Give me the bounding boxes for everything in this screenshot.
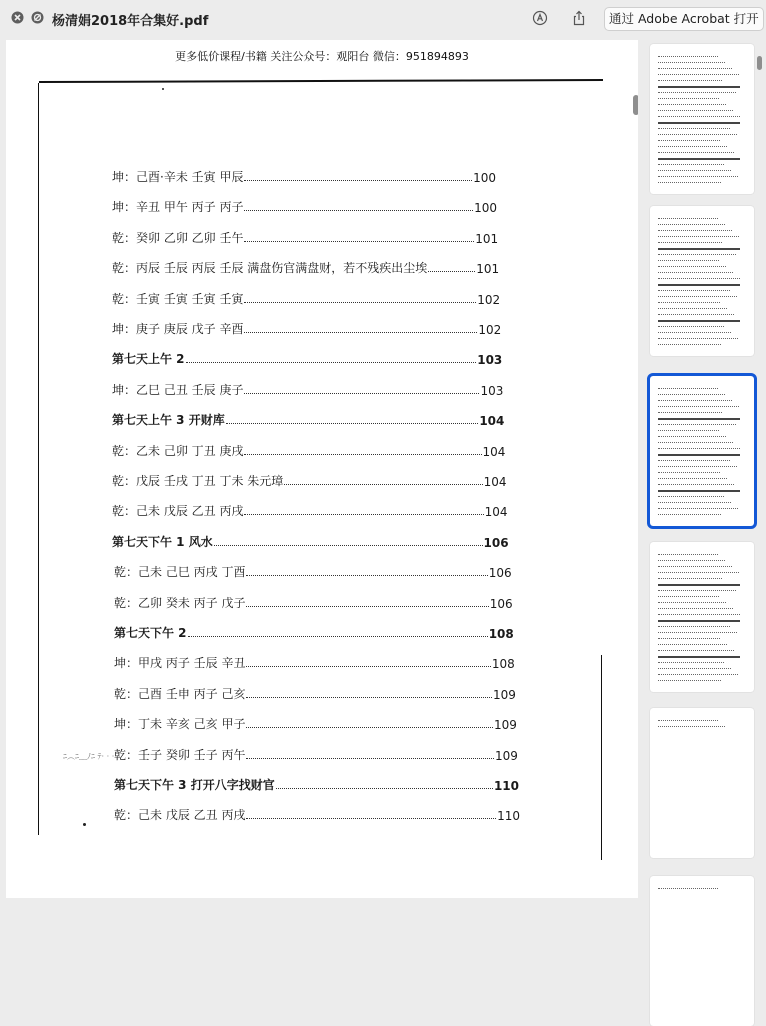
thumbnail-line	[658, 284, 740, 286]
thumbnail-line	[658, 164, 724, 166]
title-bar	[0, 0, 766, 36]
toc-leader-dots	[428, 271, 475, 272]
thumbnail-line	[658, 68, 732, 70]
thumbnail-line	[658, 442, 733, 444]
toc-leader-dots	[244, 332, 477, 333]
thumbnail-line	[658, 578, 722, 580]
thumbnail-line	[658, 242, 722, 244]
toc-leader-dots	[244, 241, 474, 242]
thumbnail-line	[658, 170, 731, 172]
hide-icon[interactable]	[31, 11, 44, 24]
toc-entry-text: 第七天下午 1 风水	[112, 534, 213, 549]
toc-entry-text: 坤：乙巳 己丑 壬辰 庚子	[112, 382, 244, 397]
thumbnail-line	[658, 490, 740, 492]
thumbnail-line	[658, 146, 727, 148]
toc-entry-text: 乾：乙卯 癸未 丙子 戊子	[114, 595, 246, 610]
toc-entry	[114, 684, 516, 702]
thumbnail-line	[658, 626, 730, 628]
toc-entry-text: 乾：戊辰 壬戌 丁丑 丁未 朱元璋	[112, 474, 284, 488]
thumbnail-line	[658, 80, 722, 82]
toc-entry-text: 坤：辛丑 甲午 丙子 丙子	[112, 200, 244, 215]
toc-section-heading	[114, 623, 514, 641]
toc-section-heading	[114, 775, 519, 793]
thumbnail-line	[658, 272, 733, 274]
page-border-right	[601, 655, 602, 860]
thumbnail-line	[658, 418, 740, 420]
toc-entry	[112, 228, 498, 246]
toc-page-number: 102	[478, 323, 502, 337]
toc-page-number: 104	[483, 475, 507, 489]
toc-page-number: 104	[479, 414, 505, 429]
toc-page-number: 101	[475, 231, 499, 246]
thumbnail-line	[658, 602, 726, 604]
toc-entry	[112, 167, 496, 185]
thumbnail-line	[658, 140, 720, 142]
page-border-left	[38, 83, 39, 835]
toc-entry	[114, 562, 512, 580]
toc-leader-dots	[244, 454, 481, 455]
thumbnail-line	[658, 454, 740, 456]
page-thumbnail[interactable]	[650, 206, 754, 356]
thumbnail-line	[658, 412, 722, 414]
thumbnail-line	[658, 104, 726, 106]
toc-leader-dots	[244, 180, 472, 181]
toc-page-number: 103	[477, 353, 503, 368]
thumbnail-line	[658, 320, 740, 322]
toc-leader-dots	[244, 210, 473, 211]
toc-entry-text: 乾：丙辰 壬辰 丙辰 壬辰 满盘伤官满盘财，若不残疾出尘埃	[112, 261, 428, 276]
thumbnail-line	[658, 400, 732, 402]
page-thumbnail[interactable]	[650, 542, 754, 692]
toc-section-heading	[112, 349, 502, 367]
scan-speck	[162, 88, 164, 90]
thumbnail-line	[658, 472, 720, 474]
toc-entry-text: 第七天下午 3 打开八字找财官	[114, 778, 275, 792]
thumbnail-line	[658, 656, 740, 658]
toc-page-number: 101	[476, 262, 500, 277]
thumbnail-line	[658, 424, 736, 426]
thumbnail-line	[658, 674, 738, 676]
toc-entry	[112, 258, 499, 276]
toc-entry-text: 坤：甲戌 丙子 壬辰 辛丑	[114, 656, 246, 671]
thumbnail-line	[658, 638, 720, 640]
thumbnail-line	[658, 460, 730, 462]
thumbnail-line	[658, 466, 737, 468]
toc-section-heading	[112, 410, 504, 428]
toc-entry-text: 乾：癸卯 乙卯 乙卯 壬午	[112, 230, 244, 245]
thumbnail-line	[658, 436, 726, 438]
thumbnail-line	[658, 296, 737, 298]
toc-entry	[114, 745, 518, 763]
page-thumbnail[interactable]	[650, 876, 754, 1026]
toc-entry	[112, 441, 505, 459]
thumbnail-line	[658, 122, 740, 124]
toc-leader-dots	[214, 545, 483, 546]
toc-leader-dots	[246, 727, 493, 728]
toc-page-number: 106	[483, 535, 509, 550]
toc-page-number: 108	[491, 657, 515, 672]
thumbnail-line	[658, 514, 721, 516]
thumbnail-line	[658, 888, 718, 890]
page-thumbnail[interactable]	[650, 376, 754, 526]
thumbnail-line	[658, 182, 721, 184]
toc-page-number: 104	[482, 444, 506, 459]
thumbnail-line	[658, 56, 718, 58]
thumbnail-line	[658, 496, 724, 498]
thumbnail-line	[658, 290, 730, 292]
toc-entry	[112, 289, 500, 307]
toc-section-heading	[112, 532, 509, 550]
toc-entry-text: 坤：丁未 辛亥 己亥 甲子	[114, 717, 246, 732]
toc-page-number: 106	[489, 596, 513, 611]
markup-icon[interactable]	[532, 10, 548, 26]
thumbnail-line	[658, 502, 731, 504]
toc-entry-text: 第七天下午 2	[114, 626, 187, 640]
thumbnail-line	[658, 560, 725, 562]
thumbnail-line	[658, 110, 733, 112]
thumbnail-line	[658, 394, 725, 396]
thumbnail-line	[658, 152, 734, 154]
thumbnail-line	[658, 620, 740, 622]
thumbnail-line	[658, 260, 719, 262]
toc-entry-text: 乾：己未 戊辰 乙丑 丙戌	[112, 504, 244, 519]
main-scrollbar[interactable]	[633, 95, 638, 115]
toc-leader-dots	[244, 302, 476, 303]
thumbnail-line	[658, 596, 719, 598]
toc-leader-dots	[246, 697, 491, 698]
thumbnail-line	[658, 668, 731, 670]
thumbnail-line	[658, 584, 740, 586]
toc-entry	[112, 380, 503, 398]
page-thumbnail[interactable]	[650, 44, 754, 194]
toc-page-number: 100	[474, 201, 498, 216]
thumbnail-line	[658, 632, 737, 634]
thumbnail-line	[658, 726, 725, 728]
toc-leader-dots	[186, 362, 477, 363]
thumbnail-line	[658, 478, 727, 480]
toc-leader-dots	[244, 393, 479, 394]
toc-entry-text: 第七天上午 2	[112, 352, 185, 367]
toc-entry	[114, 714, 517, 732]
thumbnail-line	[658, 614, 740, 616]
close-icon[interactable]	[11, 11, 24, 24]
toc-leader-dots	[246, 666, 490, 667]
thumbnail-line	[658, 344, 721, 346]
thumbnail-line	[658, 448, 740, 450]
toc-entry-text: 乾：己酉 壬申 丙子 己亥	[114, 686, 246, 701]
thumbnail-line	[658, 572, 739, 574]
thumbnail-line	[658, 134, 737, 136]
thumbnail-line	[658, 218, 718, 220]
toc-page-number: 109	[493, 718, 517, 733]
thumbnail-line	[658, 128, 730, 130]
toc-entry-text: 乾：己未 己巳 丙戌 丁酉	[114, 565, 246, 580]
thumbnail-line	[658, 74, 739, 76]
thumbnail-line	[658, 590, 736, 592]
page-view[interactable]	[6, 40, 638, 898]
toc-page-number: 110	[497, 809, 521, 824]
thumbnail-line	[658, 430, 719, 432]
scan-speck	[83, 823, 86, 826]
toc-page-number: 106	[488, 566, 512, 581]
toc-page-number: 110	[493, 779, 519, 793]
thumbnail-line	[658, 236, 739, 238]
thumbnail-line	[658, 230, 732, 232]
toc-page-number: 108	[488, 627, 514, 641]
toc-page-number: 103	[480, 383, 504, 398]
toc-entry	[112, 471, 507, 489]
open-with-acrobat-button[interactable]: 通过 Adobe Acrobat 打开	[604, 7, 764, 31]
page-thumbnail[interactable]	[650, 708, 754, 858]
toc-page-number: 109	[492, 687, 516, 702]
thumbnail-line	[658, 98, 719, 100]
toc-leader-dots	[276, 788, 493, 789]
thumbnail-line	[658, 566, 732, 568]
thumbnail-line	[658, 62, 725, 64]
thumbnail-line	[658, 662, 724, 664]
toc-entry-text: 乾：己未 戊辰 乙丑 丙戌	[114, 808, 246, 823]
thumbnail-line	[658, 720, 718, 722]
toc-entry	[112, 319, 501, 337]
thumbnail-line	[658, 484, 734, 486]
thumbnail-line	[658, 224, 725, 226]
toc-entry-text: 乾：壬子 癸卯 壬子 丙午	[114, 747, 246, 762]
toc-leader-dots	[284, 484, 482, 485]
toc-entry-text: 乾：壬寅 壬寅 壬寅 壬寅	[112, 291, 244, 306]
thumbnail-line	[658, 406, 739, 408]
toc-entry-text: 第七天上午 3 开财库	[112, 413, 225, 428]
page-header-note: 更多低价课程/书籍 关注公众号：观阳台 微信：951894893	[175, 50, 469, 63]
toc-leader-dots	[246, 758, 494, 759]
toc-entry-text: 坤：庚子 庚辰 戊子 辛酉	[112, 322, 244, 336]
toc-leader-dots	[246, 575, 487, 576]
scan-noise: ﾆ︵ﾆ﹏ﾉﾆ ﾃ· · ·	[63, 752, 115, 761]
sidebar-scrollbar[interactable]	[757, 56, 762, 70]
thumbnail-line	[658, 644, 727, 646]
toc-entry	[114, 805, 520, 823]
toc-entry	[112, 197, 497, 215]
thumbnail-line	[658, 86, 740, 88]
thumbnail-line	[658, 176, 738, 178]
share-icon[interactable]	[571, 10, 587, 26]
document-title: 杨清娟2018年合集好.pdf	[52, 14, 209, 29]
toc-entry-text: 坤：己酉·辛未 壬寅 甲辰	[112, 170, 244, 184]
thumbnail-line	[658, 92, 736, 94]
page-border-top	[39, 79, 603, 83]
thumbnail-line	[658, 278, 740, 280]
thumbnail-line	[658, 266, 726, 268]
thumbnail-line	[658, 158, 740, 160]
thumbnail-line	[658, 308, 727, 310]
toc-entry	[112, 501, 508, 519]
thumbnail-line	[658, 302, 720, 304]
thumbnail-line	[658, 608, 733, 610]
thumbnail-line	[658, 554, 718, 556]
toc-entry	[114, 653, 515, 671]
thumbnail-sidebar	[640, 40, 766, 905]
toc-page-number: 102	[477, 292, 501, 307]
toc-page-number: 109	[495, 748, 518, 763]
thumbnail-line	[658, 326, 724, 328]
toc-leader-dots	[226, 423, 479, 424]
thumbnail-line	[658, 650, 734, 652]
toc-page-number: 104	[484, 505, 508, 520]
thumbnail-line	[658, 388, 718, 390]
thumbnail-line	[658, 248, 740, 250]
toc-leader-dots	[244, 514, 483, 515]
toc-entry	[114, 593, 513, 611]
thumbnail-line	[658, 254, 736, 256]
toc-leader-dots	[246, 818, 496, 819]
toc-page-number: 100	[473, 171, 496, 185]
toc-leader-dots	[246, 606, 488, 607]
thumbnail-line	[658, 332, 731, 334]
thumbnail-line	[658, 116, 740, 118]
thumbnail-line	[658, 314, 734, 316]
toc-entry-text: 乾：乙未 己卯 丁丑 庚戌	[112, 443, 244, 458]
thumbnail-line	[658, 338, 738, 340]
thumbnail-line	[658, 680, 721, 682]
thumbnail-line	[658, 508, 738, 510]
toc-leader-dots	[188, 636, 488, 637]
